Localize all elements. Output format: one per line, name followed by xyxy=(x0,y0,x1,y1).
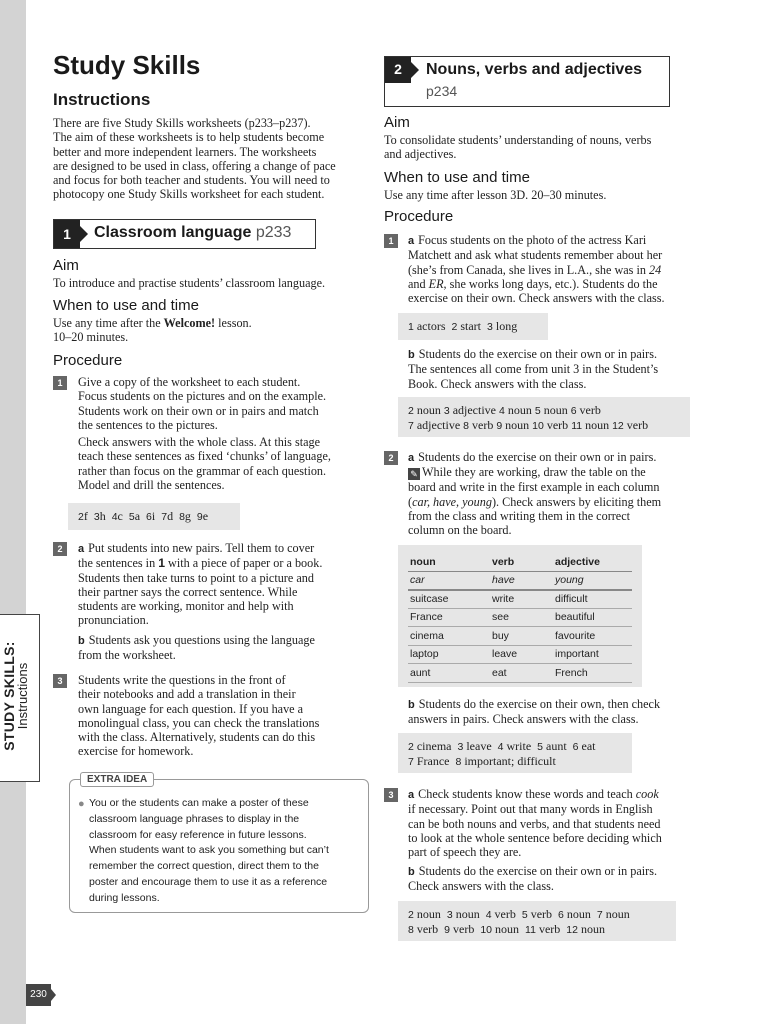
table-cell: eat xyxy=(490,664,553,683)
answer-number: 3 xyxy=(446,909,453,921)
answer-number: 8 xyxy=(463,420,469,432)
intro-line: photocopy one Study Skills worksheet for each student. xyxy=(53,187,325,202)
section-1-header xyxy=(53,219,316,249)
section-2-when-text: Use any time after lesson 3D. 20–30 minutes. xyxy=(384,188,607,202)
text-line xyxy=(408,347,708,362)
answer-number: 3 xyxy=(487,321,493,333)
answer-number: 3 xyxy=(93,511,100,523)
text-span: the sentences in xyxy=(78,556,159,571)
extra-idea-label: EXTRA IDEA xyxy=(80,772,154,787)
bullet-icon: ● xyxy=(78,798,85,810)
table-cell: car xyxy=(408,571,490,590)
text-span: , she works long days, etc.). Students do the xyxy=(443,276,658,291)
answer-number: 4 xyxy=(111,511,118,523)
text-line: their notebooks and add a translation in their xyxy=(78,687,296,702)
section-2-step-1b-text xyxy=(408,347,708,391)
answer-number: 1 xyxy=(408,321,414,333)
table-row xyxy=(408,590,632,609)
pencil-icon: ✎ xyxy=(408,468,420,480)
text-span: and xyxy=(408,276,429,291)
answer-number: 10 xyxy=(480,924,493,936)
text-line: during lessons. xyxy=(89,891,160,904)
section-2-step-1a-text xyxy=(408,233,708,305)
when-post: lesson. xyxy=(215,316,252,330)
text-line: Students then take turns to point to a picture and xyxy=(78,570,314,585)
side-strip xyxy=(0,0,26,1024)
bold-ref: 1 xyxy=(158,556,165,571)
section-1-step-2-text xyxy=(78,541,368,662)
text-line: Give a copy of the worksheet to each student. xyxy=(78,375,301,389)
text-line: You or the students can make a poster of these xyxy=(89,797,309,809)
text-line: Matchett and ask what students remember about her xyxy=(408,248,663,263)
text-line: remember the correct question, direct them to the xyxy=(89,860,319,873)
answer-number: 2 xyxy=(451,321,458,333)
answer-value: i xyxy=(151,509,156,523)
text-line: exercise for homework. xyxy=(78,744,194,759)
extra-idea-box xyxy=(69,774,369,913)
text-span: Students do the exercise on their own, then check xyxy=(418,697,661,711)
word-table-grid xyxy=(408,553,632,683)
answer-row xyxy=(408,907,666,922)
answer-value: e xyxy=(202,509,209,523)
part-a-label: a xyxy=(408,235,415,247)
answer-number: 9 xyxy=(444,924,451,936)
section-2-page-ref: p234 xyxy=(426,83,458,99)
text-line: Model and drill the sentences. xyxy=(78,478,225,493)
answer-value: France xyxy=(416,754,450,768)
section-2-step-1-badge: 1 xyxy=(384,234,398,248)
part-b-label: b xyxy=(408,866,415,878)
answer-value: adjective xyxy=(416,418,461,432)
answer-number: 3 xyxy=(457,741,464,753)
answer-number: 4 xyxy=(497,741,504,753)
answer-value: verb xyxy=(530,907,553,921)
table-row xyxy=(408,645,632,664)
answer-value: important; difficult xyxy=(464,754,556,768)
answer-number: 8 xyxy=(408,924,414,936)
table-cell: have xyxy=(490,571,553,590)
answer-value: actors xyxy=(416,319,446,333)
answer-row xyxy=(408,403,680,418)
answer-value: f xyxy=(83,509,88,523)
text-line: Book. Check answers with the class. xyxy=(408,376,587,391)
text-line: column on the board. xyxy=(408,523,512,538)
when-line xyxy=(53,316,252,330)
italic-span: cook xyxy=(635,787,659,801)
text-span: (she’s from Canada, she lives in L.A., she was in xyxy=(408,262,649,277)
text-line: own language for each question. If you have a xyxy=(78,701,304,716)
when-bold: Welcome! xyxy=(163,316,216,330)
table-header-row xyxy=(408,553,632,571)
answer-value: verb xyxy=(416,922,439,936)
italic-span: ER xyxy=(428,276,444,291)
table-header: noun xyxy=(408,553,490,571)
section-1-aim-heading: Aim xyxy=(53,257,79,274)
text-line: answers in pairs. Check answers with the class. xyxy=(408,712,639,727)
section-1-when-text xyxy=(53,316,252,345)
answer-number: 6 xyxy=(146,511,152,523)
section-2-step-3b-answers xyxy=(398,901,676,941)
answer-row xyxy=(408,739,622,754)
answer-value: verb xyxy=(453,922,475,936)
text-line xyxy=(78,633,368,648)
answer-number: 11 xyxy=(525,924,536,936)
answer-value: h xyxy=(99,509,106,523)
table-cell: aunt xyxy=(408,664,490,683)
text-line: Students write the questions in the front of xyxy=(78,673,286,687)
answer-value: noun xyxy=(416,907,441,921)
answer-number: 2 xyxy=(408,909,414,921)
text-span: Students do the exercise on their own or in pairs. xyxy=(418,347,658,361)
intro-line: better and more independent learners. The worksheets xyxy=(53,144,317,159)
section-1-number: 1 xyxy=(54,220,80,248)
answer-value: eat xyxy=(581,739,596,753)
section-1-step-3-badge: 3 xyxy=(53,674,67,688)
answer-value: verb xyxy=(579,403,601,417)
table-row xyxy=(408,571,632,590)
answer-value: noun xyxy=(495,922,520,936)
section-2-when-heading: When to use and time xyxy=(384,169,530,186)
table-cell: suitcase xyxy=(408,590,490,609)
text-line xyxy=(408,233,708,248)
answer-value: d xyxy=(167,509,174,523)
section-1-aim-text: To introduce and practise students’ classroom language. xyxy=(53,276,326,290)
word-table xyxy=(398,545,642,687)
section-2-step-2a-text xyxy=(408,450,708,537)
intro-line: and focus for both teacher and students. You will need to xyxy=(53,173,330,188)
italic-span: car, have, young xyxy=(412,494,492,509)
answer-number: 12 xyxy=(566,924,578,936)
table-cell: see xyxy=(490,608,553,627)
answer-value: verb xyxy=(626,418,649,432)
table-row xyxy=(408,608,632,627)
answer-row xyxy=(408,418,680,433)
table-header: adjective xyxy=(553,553,632,571)
side-tab-subtitle: Instructions xyxy=(15,662,30,730)
part-a-label: a xyxy=(408,789,415,801)
part-b-label: b xyxy=(78,634,85,647)
section-2-step-3a-text xyxy=(408,787,708,859)
text-line: classroom language phrases to display in the xyxy=(89,812,300,825)
section-2-step-3-badge: 3 xyxy=(384,788,398,802)
section-1-procedure-heading: Procedure xyxy=(53,352,123,369)
section-2-step-3b-text xyxy=(408,864,708,894)
text-line: and adjectives. xyxy=(384,147,457,162)
text-line: part of speech they are. xyxy=(408,845,522,860)
text-line: classroom for easy reference in future lessons. xyxy=(89,828,307,841)
table-cell: France xyxy=(408,608,490,627)
text-span: ( xyxy=(408,494,413,509)
text-line: with the class. Alternatively, students can do this xyxy=(78,730,316,745)
table-header: verb xyxy=(490,553,553,571)
answer-value: noun xyxy=(605,907,630,921)
section-1-step-1-text xyxy=(78,375,368,492)
section-2-title: Nouns, verbs and adjectives xyxy=(426,61,643,78)
answer-number: 6 xyxy=(572,741,579,753)
page-number-arrow xyxy=(51,989,56,1001)
text-span: Students ask you questions using the language xyxy=(88,632,315,647)
answer-number: 12 xyxy=(612,420,624,432)
text-line xyxy=(408,495,708,509)
text-span: ). Check answers by eliciting them xyxy=(491,494,662,509)
answer-number: 9 xyxy=(196,511,203,523)
intro-line: are designed to be used in class, offering a change of pace xyxy=(53,158,336,173)
text-line: their partner says the correct sentence. While xyxy=(78,584,298,599)
text-line xyxy=(408,450,708,465)
table-cell: French xyxy=(553,664,632,683)
answer-value: noun xyxy=(580,922,605,936)
table-cell: buy xyxy=(490,627,553,646)
section-1-step-1-badge: 1 xyxy=(53,376,67,390)
answer-row xyxy=(408,754,622,769)
answer-value: noun xyxy=(566,907,591,921)
intro-paragraph xyxy=(53,116,363,202)
answer-number: 5 xyxy=(534,405,541,417)
table-cell: beautiful xyxy=(553,608,632,627)
answer-value: noun xyxy=(507,403,532,417)
italic-span: 24 xyxy=(649,262,662,277)
page-title: Study Skills xyxy=(53,50,201,80)
answer-value: noun xyxy=(455,907,480,921)
answer-number: 7 xyxy=(161,511,168,523)
table-cell: young xyxy=(553,571,632,590)
answer-value: a xyxy=(134,509,141,523)
section-1-step-2-badge: 2 xyxy=(53,542,67,556)
answer-value: verb xyxy=(494,907,516,921)
text-line: Focus students on the pictures and on the example. xyxy=(78,389,327,404)
answer-value: write xyxy=(506,739,532,753)
answer-value: adjective xyxy=(452,403,496,417)
side-tab-label xyxy=(3,612,29,780)
part-b-label: b xyxy=(408,349,415,361)
answer-value: c xyxy=(117,509,123,523)
text-line: To consolidate students’ understanding of nouns, verbs xyxy=(384,133,652,147)
table-cell: leave xyxy=(490,645,553,664)
answer-number: 2 xyxy=(408,741,414,753)
answer-number: 6 xyxy=(570,405,577,417)
part-b-label: b xyxy=(408,699,415,711)
intro-line: The aim of these worksheets is to help students become xyxy=(53,130,325,145)
table-cell: difficult xyxy=(553,590,632,609)
section-1-step-1-answers xyxy=(68,503,240,530)
answer-row xyxy=(408,319,538,334)
text-line: to look at the whole sentence before deciding which xyxy=(408,830,662,845)
section-2-step-1b-answers xyxy=(398,397,690,437)
text-line: rather than focus on the grammar of each question. xyxy=(78,463,327,478)
text-line: students are working, monitor and help with xyxy=(78,599,294,614)
section-2-step-2b-answers xyxy=(398,733,632,773)
table-cell: write xyxy=(490,590,553,609)
answer-value: noun xyxy=(543,403,568,417)
text-line: monolingual class, you can check the translations xyxy=(78,715,320,730)
text-line xyxy=(78,556,368,570)
answer-number: 5 xyxy=(128,511,135,523)
answer-row xyxy=(78,509,230,524)
answer-value: noun xyxy=(585,418,610,432)
answer-number: 8 xyxy=(179,511,185,523)
answer-number: 8 xyxy=(455,756,462,768)
section-2-step-1a-answers xyxy=(398,313,548,340)
answer-row xyxy=(408,922,666,937)
text-line: Check answers with the class. xyxy=(408,879,554,894)
answer-number: 7 xyxy=(408,756,414,768)
section-1-title-text: Classroom language xyxy=(94,224,252,241)
answer-number: 2 xyxy=(408,405,414,417)
table-row xyxy=(408,664,632,683)
answer-value: cinema xyxy=(416,739,452,753)
text-line xyxy=(408,787,708,802)
answer-number: 5 xyxy=(521,909,528,921)
text-line xyxy=(408,697,708,712)
text-line xyxy=(408,864,708,879)
when-line-2: 10–20 minutes. xyxy=(53,330,129,345)
answer-number: 11 xyxy=(571,420,583,432)
page-number: 230 xyxy=(26,984,51,1006)
answer-number: 4 xyxy=(485,909,492,921)
text-line: if necessary. Point out that many words in English xyxy=(408,802,653,817)
text-span: Students do the exercise on their own or in pairs. xyxy=(418,450,657,464)
answer-number: 5 xyxy=(537,741,543,753)
answer-value: noun xyxy=(505,418,530,432)
text-line xyxy=(408,263,708,277)
answer-number: 7 xyxy=(596,909,603,921)
text-span: While they are working, draw the table on the xyxy=(422,465,646,480)
section-1-page-ref: p233 xyxy=(255,224,292,241)
section-2-step-2-badge: 2 xyxy=(384,451,398,465)
text-span: Focus students on the photo of the actress Kari xyxy=(418,233,647,247)
extra-idea-text xyxy=(89,796,354,907)
text-line: Check answers with the whole class. At this stage xyxy=(78,435,321,450)
answer-value: noun xyxy=(416,403,441,417)
section-1-arrow xyxy=(80,226,88,242)
part-a-label: a xyxy=(408,452,415,464)
section-2-arrow xyxy=(411,62,419,78)
section-1-when-heading: When to use and time xyxy=(53,297,199,314)
text-span: with a piece of paper or a book. xyxy=(165,556,323,571)
table-cell: cinema xyxy=(408,627,490,646)
text-line: poster and encourage them to use it as a reference xyxy=(89,875,328,888)
section-2-aim-heading: Aim xyxy=(384,114,410,131)
answer-value: start xyxy=(460,319,482,333)
table-cell: important xyxy=(553,645,632,664)
answer-number: 2 xyxy=(78,511,84,523)
text-line xyxy=(78,541,368,556)
section-2-step-2b-text xyxy=(408,697,708,727)
answer-value: verb xyxy=(538,922,561,936)
text-line: board and write in the first example in each column xyxy=(408,480,660,495)
answer-number: 6 xyxy=(558,909,564,921)
section-2-procedure-heading: Procedure xyxy=(384,208,454,225)
answer-number: 4 xyxy=(499,405,505,417)
text-line: When students want to ask you something but can’t xyxy=(89,844,329,857)
answer-number: 9 xyxy=(496,420,503,432)
text-line xyxy=(408,465,708,480)
text-line: exercise on their own. Check answers with the class. xyxy=(408,291,665,306)
instructions-heading: Instructions xyxy=(53,90,151,109)
section-2-number: 2 xyxy=(385,57,411,83)
answer-value: long xyxy=(495,319,518,333)
text-line: teach these sentences as fixed ‘chunks’ of language, xyxy=(78,449,331,464)
text-line: Students work on their own or in pairs and match xyxy=(78,403,319,418)
text-line: can be both nouns and verbs, and that students need xyxy=(408,816,661,831)
text-line: The sentences all come from unit 3 in the Student’s xyxy=(408,362,659,377)
part-a-label: a xyxy=(78,543,85,555)
answer-value: g xyxy=(184,509,191,523)
section-2-aim-text xyxy=(384,133,704,162)
section-1-step-3-text xyxy=(78,673,368,759)
intro-line: There are five Study Skills worksheets (p233–p237). xyxy=(53,116,311,130)
answer-value: verb xyxy=(546,418,569,432)
text-line: the sentences to the pictures. xyxy=(78,417,218,432)
answer-number: 10 xyxy=(532,420,544,432)
table-cell: favourite xyxy=(553,627,632,646)
section-1-title xyxy=(94,224,291,242)
answer-value: aunt xyxy=(546,739,567,753)
table-row xyxy=(408,627,632,646)
answer-number: 3 xyxy=(443,405,450,417)
text-line: from the class and writing them in the correct xyxy=(408,508,631,523)
text-span: Check students know these words and teach xyxy=(418,787,636,801)
text-span: Put students into new pairs. Tell them to cover xyxy=(88,541,315,555)
text-line: pronunciation. xyxy=(78,613,149,628)
answer-value: leave xyxy=(466,739,492,753)
table-cell: laptop xyxy=(408,645,490,664)
side-tab-title: STUDY SKILLS: xyxy=(1,641,17,751)
text-line xyxy=(408,277,708,291)
section-2-header xyxy=(384,56,670,107)
text-line: from the worksheet. xyxy=(78,648,176,663)
text-span: Students do the exercise on their own or in pairs. xyxy=(418,864,658,878)
when-pre: Use any time after the xyxy=(53,316,164,330)
answer-number: 7 xyxy=(408,420,414,432)
answer-value: verb xyxy=(472,418,494,432)
